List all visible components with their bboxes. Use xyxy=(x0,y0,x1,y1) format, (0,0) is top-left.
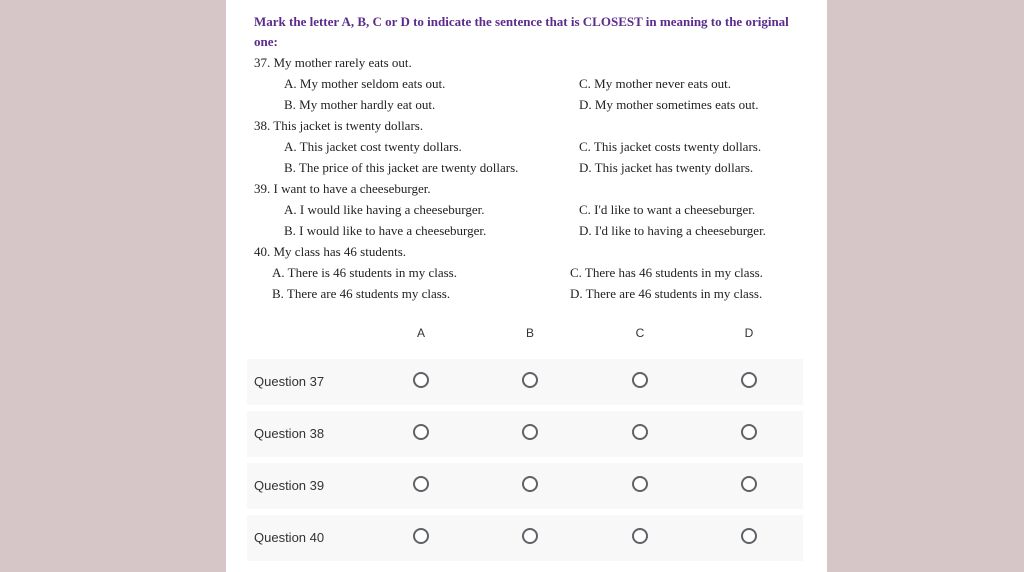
radio-q39-d[interactable] xyxy=(741,476,757,492)
option-c: C. I'd like to want a cheeseburger. xyxy=(579,202,756,217)
grid-column-headers xyxy=(247,322,803,344)
radio-q37-b[interactable] xyxy=(522,372,538,388)
column-header-b: B xyxy=(525,326,534,340)
column-header-c: C xyxy=(635,326,645,340)
option-a: A. This jacket cost twenty dollars. xyxy=(284,139,462,154)
option-b: B. The price of this jacket are twenty dollars. xyxy=(284,160,519,175)
question-38 xyxy=(254,116,810,178)
question-prompt: 38. This jacket is twenty dollars. xyxy=(254,118,424,133)
option-c: C. My mother never eats out. xyxy=(579,76,731,91)
question-prompt: 37. My mother rarely eats out. xyxy=(254,55,412,70)
option-b: B. I would like to have a cheeseburger. xyxy=(284,223,487,238)
option-a: A. My mother seldom eats out. xyxy=(284,76,446,91)
row-label: Question 40 xyxy=(254,530,325,545)
question-prompt: 39. I want to have a cheeseburger. xyxy=(254,181,431,196)
option-b: B. There are 46 students my class. xyxy=(272,286,451,301)
radio-q38-d[interactable] xyxy=(741,424,757,440)
radio-q39-a[interactable] xyxy=(413,476,429,492)
column-header-d: D xyxy=(744,326,754,340)
radio-q37-d[interactable] xyxy=(741,372,757,388)
option-d: D. My mother sometimes eats out. xyxy=(579,97,759,112)
option-c: C. This jacket costs twenty dollars. xyxy=(579,139,762,154)
option-d: D. There are 46 students in my class. xyxy=(570,286,763,301)
grid-row-question-37 xyxy=(247,359,803,405)
option-a: A. I would like having a cheeseburger. xyxy=(284,202,485,217)
question-40 xyxy=(254,242,810,304)
question-37 xyxy=(254,53,810,115)
option-c: C. There has 46 students in my class. xyxy=(570,265,763,280)
radio-q39-c[interactable] xyxy=(632,476,648,492)
row-label: Question 37 xyxy=(254,374,325,389)
option-d: D. I'd like to having a cheeseburger. xyxy=(579,223,766,238)
question-prompt: 40. My class has 46 students. xyxy=(254,244,407,259)
grid-row-question-38 xyxy=(247,411,803,457)
radio-q40-d[interactable] xyxy=(741,528,757,544)
row-label: Question 38 xyxy=(254,426,325,441)
radio-q38-b[interactable] xyxy=(522,424,538,440)
grid-row-question-40 xyxy=(247,515,803,561)
option-b: B. My mother hardly eat out. xyxy=(284,97,436,112)
radio-q40-a[interactable] xyxy=(413,528,429,544)
radio-q38-a[interactable] xyxy=(413,424,429,440)
option-d: D. This jacket has twenty dollars. xyxy=(579,160,754,175)
question-passage xyxy=(254,12,810,304)
option-a: A. There is 46 students in my class. xyxy=(272,265,457,280)
instruction-text: Mark the letter A, B, C or D to indicate the sentence that is CLOSEST in meaning to the original one: xyxy=(254,14,789,49)
radio-q38-c[interactable] xyxy=(632,424,648,440)
radio-q40-b[interactable] xyxy=(522,528,538,544)
row-label: Question 39 xyxy=(254,478,325,493)
radio-q40-c[interactable] xyxy=(632,528,648,544)
radio-q37-c[interactable] xyxy=(632,372,648,388)
radio-q37-a[interactable] xyxy=(413,372,429,388)
radio-q39-b[interactable] xyxy=(522,476,538,492)
column-header-a: A xyxy=(416,326,425,340)
question-39 xyxy=(254,179,810,241)
grid-row-question-39 xyxy=(247,463,803,509)
